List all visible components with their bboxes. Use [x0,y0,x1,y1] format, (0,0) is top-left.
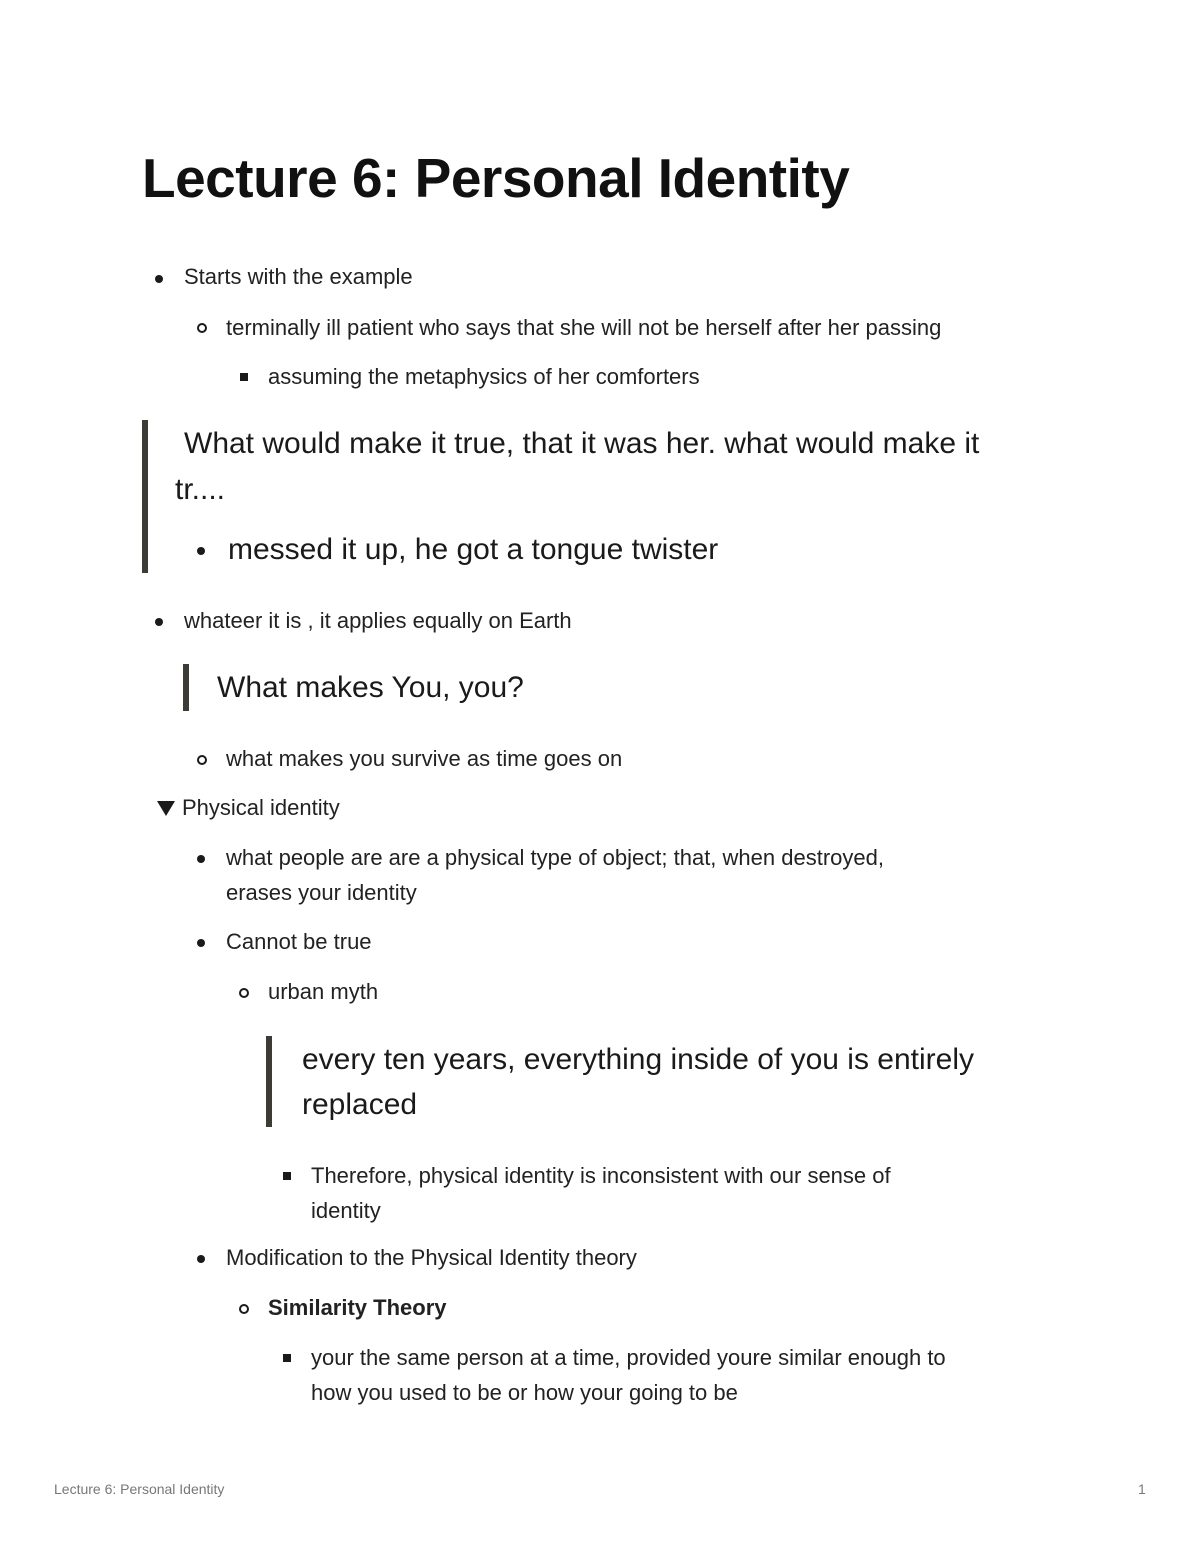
bullet-dot-icon [155,618,163,626]
list-item: Therefore, physical identity is inconsistent with our sense of [311,1163,891,1188]
list-item: your the same person at a time, provided youre similar enough to [311,1345,946,1370]
quote-text: every ten years, everything inside of you is entirely [302,1043,974,1076]
quote-list-item: messed it up, he got a tongue twister [228,533,719,566]
toggle-heading[interactable]: Physical identity [182,795,340,820]
list-item: what makes you survive as time goes on [226,746,623,771]
bullet-circle-icon [239,1304,249,1314]
list-item-cont: how you used to be or how your going to be [311,1380,738,1405]
list-item-cont: identity [311,1198,381,1223]
quote-text: replaced [302,1088,418,1121]
bullet-dot-icon [197,855,205,863]
footer-title: Lecture 6: Personal Identity [54,1481,225,1497]
list-item: whateer it is , it applies equally on Earth [184,608,572,633]
quote-bar [142,420,148,573]
list-item: Starts with the example [184,264,413,289]
list-item-bold: Similarity Theory [268,1295,447,1320]
bullet-circle-icon [239,988,249,998]
bullet-dot-icon [197,939,205,947]
quote-text: What would make it true, that it was her. what would make it [184,427,980,460]
bullet-dot-icon [197,547,205,555]
bullet-dot-icon [197,1255,205,1263]
page-title: Lecture 6: Personal Identity [142,147,850,209]
bullet-square-icon [283,1354,291,1362]
list-item: Modification to the Physical Identity theory [226,1245,637,1270]
quote-text: What makes You, you? [217,671,524,704]
list-item-cont: erases your identity [226,880,417,905]
quote-text: tr.... [175,473,226,506]
bullet-dot-icon [155,275,163,283]
quote-bar [266,1036,272,1127]
bullet-circle-icon [197,323,207,333]
list-item: what people are are a physical type of object; that, when destroyed, [226,845,884,870]
quote-bar [183,664,189,711]
toggle-triangle-icon[interactable] [157,801,175,816]
list-item: urban myth [268,979,379,1004]
page-number: 1 [1138,1481,1146,1497]
list-item: Cannot be true [226,929,372,954]
bullet-square-icon [283,1172,291,1180]
list-item: terminally ill patient who says that she will not be herself after her passing [226,315,942,340]
bullet-circle-icon [197,755,207,765]
list-item: assuming the metaphysics of her comforters [268,364,700,389]
bullet-square-icon [240,373,248,381]
